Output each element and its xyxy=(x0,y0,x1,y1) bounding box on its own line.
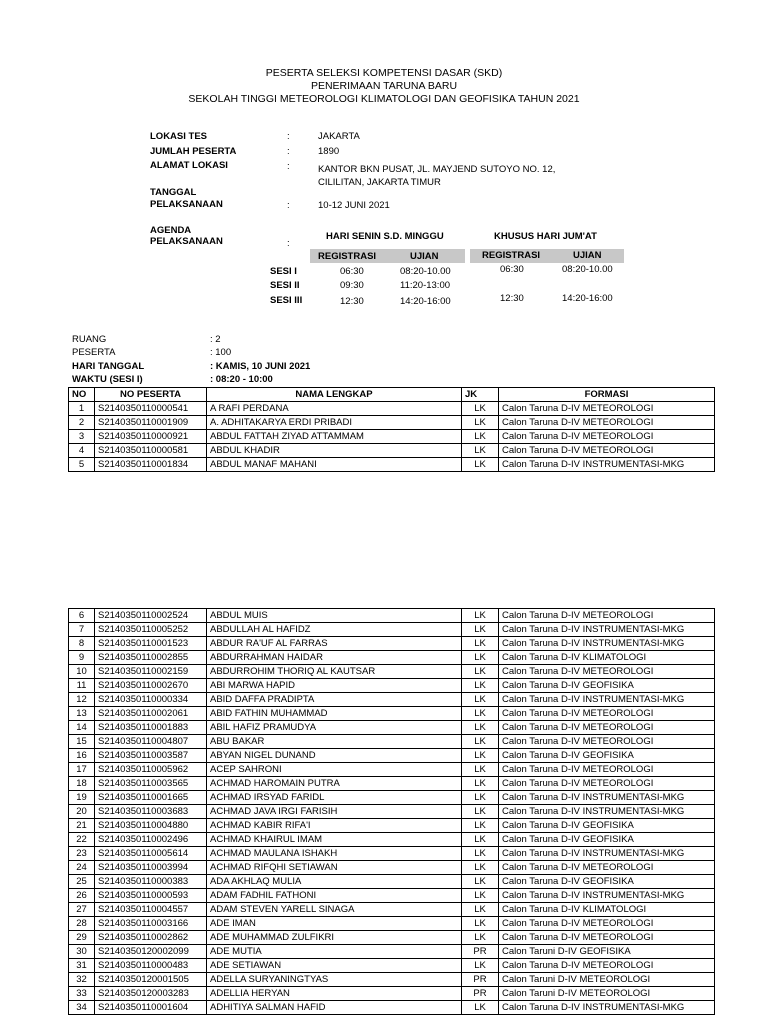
table-row xyxy=(69,735,715,749)
cell-no: 29 xyxy=(69,931,95,945)
cell-no: 25 xyxy=(69,875,95,889)
header-formasi: FORMASI xyxy=(499,388,715,402)
tanggal-label-2: PELAKSANAAN xyxy=(150,199,223,210)
cell-no: 19 xyxy=(69,791,95,805)
cell-formasi: Calon Taruna D-IV GEOFISIKA xyxy=(499,819,715,833)
cell-jk: LK xyxy=(462,833,499,847)
cell-jk: LK xyxy=(462,458,499,472)
table-row xyxy=(69,931,715,945)
cell-formasi: Calon Taruna D-IV METEOROLOGI xyxy=(499,665,715,679)
cell-no-peserta: S2140350120003283 xyxy=(95,987,207,1001)
group1-title: HARI SENIN S.D. MINGGU xyxy=(326,231,444,242)
table-row xyxy=(69,819,715,833)
cell-nama: ACHMAD HAROMAIN PUTRA xyxy=(207,777,462,791)
colon: : xyxy=(287,200,290,211)
cell-nama: ABYAN NIGEL DUNAND xyxy=(207,749,462,763)
table-row xyxy=(69,665,715,679)
cell-nama: ABDURRAHMAN HAIDAR xyxy=(207,651,462,665)
cell-no: 33 xyxy=(69,987,95,1001)
cell-nama: ABDURROHIM THORIQ AL KAUTSAR xyxy=(207,665,462,679)
cell-no: 30 xyxy=(69,945,95,959)
cell-formasi: Calon Taruna D-IV KLIMATOLOGI xyxy=(499,903,715,917)
cell-no-peserta: S2140350110003565 xyxy=(95,777,207,791)
cell-jk: LK xyxy=(462,805,499,819)
cell-jk: LK xyxy=(462,931,499,945)
cell-jk: LK xyxy=(462,917,499,931)
cell-no: 14 xyxy=(69,721,95,735)
cell-no: 32 xyxy=(69,973,95,987)
cell-formasi: Calon Taruni D-IV METEOROLOGI xyxy=(499,973,715,987)
cell-formasi: Calon Taruna D-IV GEOFISIKA xyxy=(499,679,715,693)
cell-nama: ABDUL MANAF MAHANI xyxy=(207,458,462,472)
cell-no-peserta: S2140350110000334 xyxy=(95,693,207,707)
cell-no-peserta: S2140350110004807 xyxy=(95,735,207,749)
cell-no: 23 xyxy=(69,847,95,861)
lokasi-label: LOKASI TES xyxy=(150,131,208,142)
cell-jk: LK xyxy=(462,819,499,833)
sesi-reg-jumat: 06:30 xyxy=(500,264,524,275)
cell-no-peserta: S2140350110000921 xyxy=(95,430,207,444)
cell-no-peserta: S2140350110002159 xyxy=(95,665,207,679)
cell-formasi: Calon Taruna D-IV METEOROLOGI xyxy=(499,777,715,791)
cell-formasi: Calon Taruna D-IV INSTRUMENTASI-MKG xyxy=(499,693,715,707)
cell-no-peserta: S2140350110001909 xyxy=(95,416,207,430)
cell-nama: ABDUL MUIS xyxy=(207,609,462,623)
cell-no: 2 xyxy=(69,416,95,430)
header-jk: JK xyxy=(462,388,499,402)
cell-formasi: Calon Taruna D-IV METEOROLOGI xyxy=(499,861,715,875)
table-row xyxy=(69,1001,715,1015)
waktu-value: : 08:20 - 10:00 xyxy=(210,374,273,385)
cell-jk: LK xyxy=(462,903,499,917)
colon: : xyxy=(287,238,290,249)
cell-nama: ADAM STEVEN YARELL SINAGA xyxy=(207,903,462,917)
cell-no-peserta: S2140350110000593 xyxy=(95,889,207,903)
cell-no: 31 xyxy=(69,959,95,973)
table-row xyxy=(69,721,715,735)
cell-jk: LK xyxy=(462,679,499,693)
cell-no-peserta: S2140350110000383 xyxy=(95,875,207,889)
cell-formasi: Calon Taruna D-IV INSTRUMENTASI-MKG xyxy=(499,889,715,903)
cell-no: 5 xyxy=(69,458,95,472)
sesi-ujian: 14:20-16:00 xyxy=(400,296,451,307)
cell-nama: A RAFI PERDANA xyxy=(207,402,462,416)
cell-formasi: Calon Taruna D-IV INSTRUMENTASI-MKG xyxy=(499,458,715,472)
cell-no: 26 xyxy=(69,889,95,903)
cell-nama: ACHMAD KABIR RIFA'I xyxy=(207,819,462,833)
cell-nama: ACHMAD MAULANA ISHAKH xyxy=(207,847,462,861)
cell-no: 21 xyxy=(69,819,95,833)
cell-no-peserta: S2140350110001665 xyxy=(95,791,207,805)
cell-no-peserta: S2140350110000541 xyxy=(95,402,207,416)
lokasi-value: JAKARTA xyxy=(318,131,360,142)
peserta-value: : 100 xyxy=(210,347,232,358)
table-row xyxy=(69,777,715,791)
table-header-row xyxy=(69,388,715,402)
cell-jk: LK xyxy=(462,889,499,903)
cell-nama: ABDUL KHADIR xyxy=(207,444,462,458)
cell-formasi: Calon Taruna D-IV INSTRUMENTASI-MKG xyxy=(499,791,715,805)
sesi-ujian-jumat: 08:20-10.00 xyxy=(562,264,613,275)
sesi-reg-jumat: 12:30 xyxy=(500,293,524,304)
participant-table-continued xyxy=(68,608,715,1015)
cell-no-peserta: S2140350110003994 xyxy=(95,861,207,875)
cell-jk: LK xyxy=(462,847,499,861)
cell-jk: PR xyxy=(462,945,499,959)
table-row xyxy=(69,987,715,1001)
cell-jk: LK xyxy=(462,791,499,805)
cell-nama: ABDULLAH AL HAFIDZ xyxy=(207,623,462,637)
table-row xyxy=(69,791,715,805)
cell-jk: LK xyxy=(462,402,499,416)
table-row xyxy=(69,637,715,651)
table-row xyxy=(69,973,715,987)
cell-formasi: Calon Taruna D-IV INSTRUMENTASI-MKG xyxy=(499,805,715,819)
cell-no-peserta: S2140350110001834 xyxy=(95,458,207,472)
cell-no: 15 xyxy=(69,735,95,749)
cell-nama: ADA AKHLAQ MULIA xyxy=(207,875,462,889)
cell-jk: LK xyxy=(462,623,499,637)
sesi-reg: 12:30 xyxy=(340,296,364,307)
cell-no: 18 xyxy=(69,777,95,791)
cell-no: 3 xyxy=(69,430,95,444)
table-row xyxy=(69,430,715,444)
cell-jk: LK xyxy=(462,609,499,623)
cell-no: 6 xyxy=(69,609,95,623)
hari-value: : KAMIS, 10 JUNI 2021 xyxy=(210,361,311,372)
sesi-reg: 06:30 xyxy=(340,266,364,277)
cell-no-peserta: S2140350110002524 xyxy=(95,609,207,623)
alamat-label: ALAMAT LOKASI xyxy=(150,160,228,171)
cell-formasi: Calon Taruna D-IV METEOROLOGI xyxy=(499,444,715,458)
cell-nama: ABID DAFFA PRADIPTA xyxy=(207,693,462,707)
cell-formasi: Calon Taruna D-IV INSTRUMENTASI-MKG xyxy=(499,1001,715,1015)
sesi-label: SESI I xyxy=(270,266,297,277)
cell-formasi: Calon Taruna D-IV KLIMATOLOGI xyxy=(499,651,715,665)
colon: : xyxy=(287,146,290,157)
cell-formasi: Calon Taruna D-IV METEOROLOGI xyxy=(499,430,715,444)
cell-jk: LK xyxy=(462,777,499,791)
table-row xyxy=(69,903,715,917)
cell-nama: ADAM FADHIL FATHONI xyxy=(207,889,462,903)
colon: : xyxy=(287,131,290,142)
cell-nama: ADE MUTIA xyxy=(207,945,462,959)
sesi-label: SESI III xyxy=(270,295,303,306)
cell-jk: LK xyxy=(462,651,499,665)
table-row xyxy=(69,609,715,623)
table-row xyxy=(69,889,715,903)
cell-no-peserta: S2140350110000483 xyxy=(95,959,207,973)
title-line-1: PESERTA SELEKSI KOMPETENSI DASAR (SKD) xyxy=(265,67,503,79)
col-registrasi-2: REGISTRASI xyxy=(482,250,541,261)
cell-no: 12 xyxy=(69,693,95,707)
cell-no-peserta: S2140350110002862 xyxy=(95,931,207,945)
table-row xyxy=(69,749,715,763)
cell-formasi: Calon Taruna D-IV METEOROLOGI xyxy=(499,721,715,735)
table-row xyxy=(69,875,715,889)
ruang-value: : 2 xyxy=(210,334,221,345)
cell-no-peserta: S2140350110005962 xyxy=(95,763,207,777)
cell-jk: LK xyxy=(462,875,499,889)
cell-no-peserta: S2140350110002855 xyxy=(95,651,207,665)
cell-nama: ADE SETIAWAN xyxy=(207,959,462,973)
ruang-label: RUANG xyxy=(72,334,107,345)
cell-no: 28 xyxy=(69,917,95,931)
cell-no-peserta: S2140350120001505 xyxy=(95,973,207,987)
sesi-label: SESI II xyxy=(270,280,300,291)
cell-nama: A. ADHITAKARYA ERDI PRIBADI xyxy=(207,416,462,430)
cell-no-peserta: S2140350110003683 xyxy=(95,805,207,819)
cell-formasi: Calon Taruna D-IV METEOROLOGI xyxy=(499,416,715,430)
cell-nama: ACHMAD IRSYAD FARIDL xyxy=(207,791,462,805)
cell-jk: LK xyxy=(462,416,499,430)
table-row xyxy=(69,416,715,430)
cell-formasi: Calon Taruni D-IV METEOROLOGI xyxy=(499,987,715,1001)
table-row xyxy=(69,623,715,637)
col-ujian-1: UJIAN xyxy=(410,251,439,262)
table-row xyxy=(69,651,715,665)
cell-no: 8 xyxy=(69,637,95,651)
cell-no: 16 xyxy=(69,749,95,763)
table-row xyxy=(69,805,715,819)
cell-formasi: Calon Taruna D-IV INSTRUMENTASI-MKG xyxy=(499,637,715,651)
cell-jk: LK xyxy=(462,1001,499,1015)
cell-nama: ACHMAD KHAIRUL IMAM xyxy=(207,833,462,847)
cell-nama: ABIL HAFIZ PRAMUDYA xyxy=(207,721,462,735)
cell-no: 22 xyxy=(69,833,95,847)
hari-label: HARI TANGGAL xyxy=(72,361,145,372)
cell-formasi: Calon Taruna D-IV INSTRUMENTASI-MKG xyxy=(499,623,715,637)
cell-nama: ACEP SAHRONI xyxy=(207,763,462,777)
table-row xyxy=(69,833,715,847)
alamat-value-1: KANTOR BKN PUSAT, JL. MAYJEND SUTOYO NO. 12, xyxy=(318,164,556,175)
header-no: NO xyxy=(69,388,95,402)
cell-jk: PR xyxy=(462,973,499,987)
cell-nama: ADELLIA HERYAN xyxy=(207,987,462,1001)
cell-no: 11 xyxy=(69,679,95,693)
table-row xyxy=(69,444,715,458)
cell-nama: ADE MUHAMMAD ZULFIKRI xyxy=(207,931,462,945)
cell-jk: LK xyxy=(462,861,499,875)
cell-jk: LK xyxy=(462,430,499,444)
cell-no-peserta: S2140350120002099 xyxy=(95,945,207,959)
cell-nama: ADELLA SURYANINGTYAS xyxy=(207,973,462,987)
cell-nama: ABID FATHIN MUHAMMAD xyxy=(207,707,462,721)
agenda-label-1: AGENDA xyxy=(150,225,192,236)
cell-no: 17 xyxy=(69,763,95,777)
cell-no-peserta: S2140350110001883 xyxy=(95,721,207,735)
alamat-value-2: CILILITAN, JAKARTA TIMUR xyxy=(318,177,441,188)
cell-nama: ACHMAD JAVA IRGI FARISIH xyxy=(207,805,462,819)
cell-jk: LK xyxy=(462,444,499,458)
title-line-2: PENERIMAAN TARUNA BARU xyxy=(310,80,458,92)
header-no-peserta: NO PESERTA xyxy=(95,388,207,402)
cell-no: 34 xyxy=(69,1001,95,1015)
sesi-reg: 09:30 xyxy=(340,280,364,291)
cell-formasi: Calon Taruna D-IV METEOROLOGI xyxy=(499,959,715,973)
cell-nama: ADHITIYA SALMAN HAFID xyxy=(207,1001,462,1015)
cell-no-peserta: S2140350110004880 xyxy=(95,819,207,833)
cell-no-peserta: S2140350110000581 xyxy=(95,444,207,458)
cell-no-peserta: S2140350110001604 xyxy=(95,1001,207,1015)
peserta-label: PESERTA xyxy=(72,347,116,358)
cell-no-peserta: S2140350110002061 xyxy=(95,707,207,721)
cell-no-peserta: S2140350110005252 xyxy=(95,623,207,637)
cell-nama: ADE IMAN xyxy=(207,917,462,931)
jumlah-label: JUMLAH PESERTA xyxy=(150,146,237,157)
cell-formasi: Calon Taruna D-IV METEOROLOGI xyxy=(499,763,715,777)
table-row xyxy=(69,959,715,973)
tanggal-label-1: TANGGAL xyxy=(150,187,197,198)
cell-jk: LK xyxy=(462,665,499,679)
table-row xyxy=(69,402,715,416)
cell-formasi: Calon Taruna D-IV METEOROLOGI xyxy=(499,402,715,416)
sesi-ujian-jumat: 14:20-16:00 xyxy=(562,293,613,304)
table-row xyxy=(69,861,715,875)
cell-formasi: Calon Taruna D-IV METEOROLOGI xyxy=(499,707,715,721)
col-registrasi-1: REGISTRASI xyxy=(318,251,377,262)
cell-no: 1 xyxy=(69,402,95,416)
cell-no: 10 xyxy=(69,665,95,679)
cell-no-peserta: S2140350110005614 xyxy=(95,847,207,861)
cell-formasi: Calon Taruna D-IV GEOFISIKA xyxy=(499,749,715,763)
cell-no-peserta: S2140350110003166 xyxy=(95,917,207,931)
cell-formasi: Calon Taruna D-IV METEOROLOGI xyxy=(499,609,715,623)
cell-jk: LK xyxy=(462,707,499,721)
cell-formasi: Calon Taruni D-IV GEOFISIKA xyxy=(499,945,715,959)
cell-no: 9 xyxy=(69,651,95,665)
cell-nama: ABI MARWA HAPID xyxy=(207,679,462,693)
table-row xyxy=(69,917,715,931)
cell-jk: LK xyxy=(462,721,499,735)
title-line-3: SEKOLAH TINGGI METEOROLOGI KLIMATOLOGI DAN GEOFISIKA TAHUN 2021 xyxy=(188,93,580,105)
table-row xyxy=(69,847,715,861)
header-nama: NAMA LENGKAP xyxy=(207,388,462,402)
cell-jk: LK xyxy=(462,749,499,763)
cell-formasi: Calon Taruna D-IV GEOFISIKA xyxy=(499,833,715,847)
cell-jk: PR xyxy=(462,987,499,1001)
table-row xyxy=(69,679,715,693)
sesi-ujian: 11:20-13:00 xyxy=(400,280,451,291)
cell-no: 13 xyxy=(69,707,95,721)
cell-nama: ABU BAKAR xyxy=(207,735,462,749)
cell-jk: LK xyxy=(462,693,499,707)
sesi-ujian: 08:20-10.00 xyxy=(400,266,451,277)
cell-nama: ABDUR RA'UF AL FARRAS xyxy=(207,637,462,651)
table-row xyxy=(69,707,715,721)
cell-no-peserta: S2140350110003587 xyxy=(95,749,207,763)
participant-table xyxy=(68,387,715,472)
group2-title: KHUSUS HARI JUM'AT xyxy=(494,231,597,242)
cell-no-peserta: S2140350110002496 xyxy=(95,833,207,847)
agenda-label-2: PELAKSANAAN xyxy=(150,236,223,247)
colon: : xyxy=(287,161,290,172)
cell-nama: ABDUL FATTAH ZIYAD ATTAMMAM xyxy=(207,430,462,444)
cell-no: 24 xyxy=(69,861,95,875)
cell-nama: ACHMAD RIFQHI SETIAWAN xyxy=(207,861,462,875)
cell-formasi: Calon Taruna D-IV METEOROLOGI xyxy=(499,735,715,749)
cell-no-peserta: S2140350110001523 xyxy=(95,637,207,651)
cell-jk: LK xyxy=(462,763,499,777)
cell-jk: LK xyxy=(462,959,499,973)
cell-formasi: Calon Taruna D-IV METEOROLOGI xyxy=(499,917,715,931)
cell-no-peserta: S2140350110002670 xyxy=(95,679,207,693)
cell-no: 27 xyxy=(69,903,95,917)
table-row xyxy=(69,458,715,472)
cell-formasi: Calon Taruna D-IV GEOFISIKA xyxy=(499,875,715,889)
tanggal-value: 10-12 JUNI 2021 xyxy=(318,200,390,211)
cell-formasi: Calon Taruna D-IV INSTRUMENTASI-MKG xyxy=(499,847,715,861)
cell-jk: LK xyxy=(462,637,499,651)
cell-no-peserta: S2140350110004557 xyxy=(95,903,207,917)
cell-jk: LK xyxy=(462,735,499,749)
table-row xyxy=(69,945,715,959)
jumlah-value: 1890 xyxy=(318,146,340,157)
waktu-label: WAKTU (SESI I) xyxy=(72,374,143,385)
table-row xyxy=(69,693,715,707)
col-ujian-2: UJIAN xyxy=(573,250,602,261)
cell-no: 20 xyxy=(69,805,95,819)
cell-no: 7 xyxy=(69,623,95,637)
cell-no: 4 xyxy=(69,444,95,458)
table-row xyxy=(69,763,715,777)
cell-formasi: Calon Taruna D-IV METEOROLOGI xyxy=(499,931,715,945)
